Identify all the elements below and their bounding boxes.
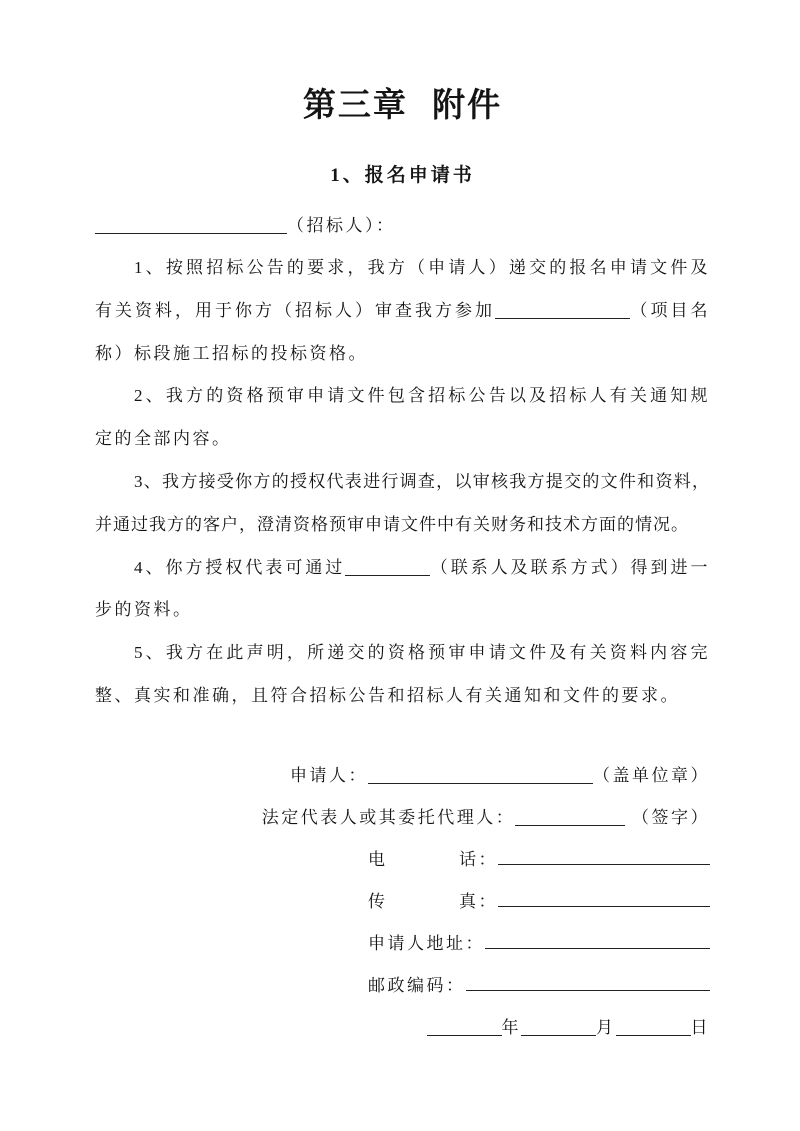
paragraph-text: 4、你方授权代表可通过 (134, 557, 346, 577)
signature-block (95, 755, 710, 1049)
day-label: 日 (690, 1017, 710, 1037)
address-field-row (368, 923, 710, 965)
paragraph-1 (95, 247, 710, 375)
fax-label-char: 真： (459, 891, 498, 911)
paragraph-text: 5、我方在此声明，所递交的资格预审申请文件及有关资料内容完整、真实和准确，且符合招标公告和招标人有关通知和文件的要求。 (95, 643, 710, 705)
phone-field-row (368, 839, 710, 881)
paragraph-5 (95, 632, 710, 718)
phone-label (368, 839, 498, 881)
addressee-label: （招标人）： (287, 216, 396, 235)
month-label: 月 (596, 1017, 616, 1037)
page-title: 第三章 附件 (302, 88, 503, 124)
address-blank-line (485, 948, 710, 949)
phone-label-char: 话： (459, 849, 498, 869)
fax-field-row (368, 881, 710, 923)
legal-representative-blank-line (515, 809, 625, 826)
paragraph-text: （项目名称）标段施工招标的投标资格。 (95, 300, 710, 363)
year-blank-line (427, 1019, 502, 1036)
fax-label-char: 传 (368, 891, 388, 911)
paragraph-3 (95, 461, 710, 547)
fax-label (368, 881, 498, 923)
address-label: 申请人地址： (368, 933, 485, 953)
paragraph-text: 2、我方的资格预审申请文件包含招标公告以及招标人有关通知规定的全部内容。 (95, 386, 710, 449)
year-label: 年 (501, 1017, 521, 1037)
signature-note: （签字） (625, 807, 710, 827)
month-blank-line (521, 1019, 596, 1036)
paragraph-4 (95, 547, 710, 633)
postcode-field-row (368, 965, 710, 1007)
applicant-signature-row (95, 755, 710, 797)
fax-blank-line (498, 906, 710, 907)
fill-in-blank-line (495, 302, 630, 319)
fill-in-blank-line (345, 559, 430, 576)
applicant-seal-note: （盖单位章） (593, 765, 710, 785)
legal-representative-row (95, 797, 710, 839)
addressee-line (95, 204, 710, 247)
phone-label-char: 电 (368, 849, 388, 869)
paragraph-text: （联系人及联系方式）得到进一步的资料。 (95, 557, 711, 620)
date-line (95, 1007, 710, 1049)
paragraph-text: 3、我方接受你方的授权代表进行调查，以审核我方提交的文件和资料，并通过我方的客户，澄清资格预审申请文件中有关财务和技术方面的情况。 (95, 471, 710, 534)
body-paragraphs (95, 247, 710, 718)
paragraph-text: 1、按照招标公告的要求，我方（申请人）递交的报名申请文件及有关资料，用于你方（招标人）审查我方参加 (95, 258, 710, 320)
postcode-blank-line (466, 990, 711, 991)
legal-representative-label: 法定代表人或其委托代理人： (261, 807, 516, 827)
postcode-label: 邮政编码： (368, 975, 466, 995)
addressee-blank-line (95, 217, 287, 234)
paragraph-2 (95, 375, 710, 461)
day-blank-line (616, 1019, 691, 1036)
section-subtitle: 1、报名申请书 (330, 165, 475, 186)
applicant-blank-line (368, 767, 593, 784)
phone-blank-line (498, 864, 710, 865)
applicant-label: 申请人： (290, 765, 368, 785)
